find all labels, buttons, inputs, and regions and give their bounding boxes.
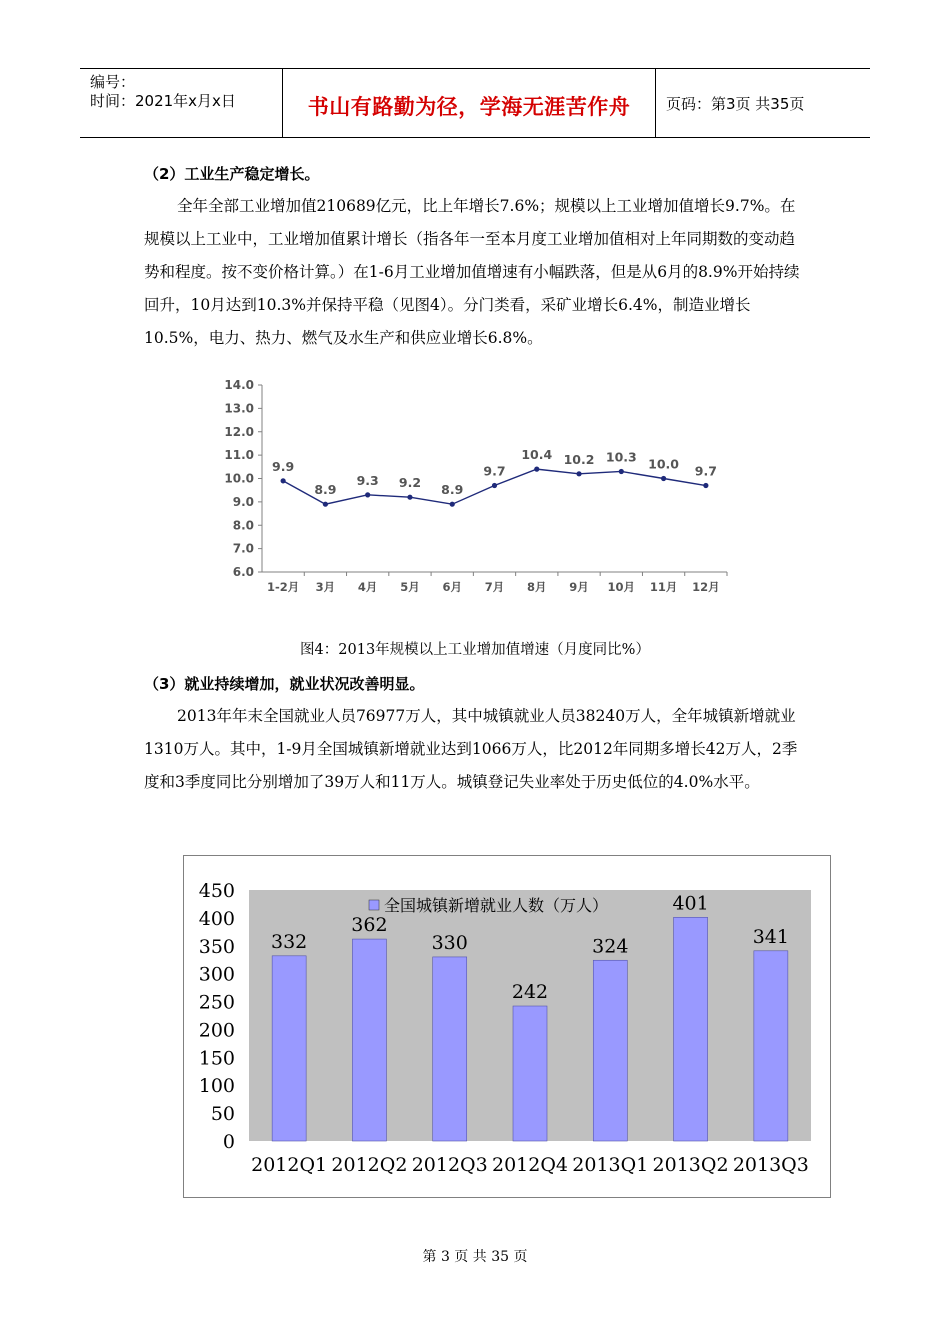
x-tick-label: 2013Q3 [732, 1154, 809, 1176]
line-point [492, 483, 497, 488]
y-tick-label: 200 [198, 1019, 235, 1042]
x-tick-label: 4月 [357, 580, 378, 594]
page-header [80, 68, 870, 138]
header-motto-cell [282, 69, 656, 137]
bar [754, 951, 788, 1141]
line-data-label: 10.2 [563, 451, 595, 467]
legend-label: 全国城镇新增就业人数（万人） [384, 896, 609, 915]
x-tick-label: 8月 [527, 580, 547, 594]
x-tick-label: 5月 [400, 580, 420, 594]
line-point [281, 478, 286, 483]
figure4-caption: 图4：2013年规模以上工业增加值增速（月度同比%） [300, 642, 650, 658]
header-number-label: 编号： [90, 73, 136, 91]
bar [272, 956, 306, 1141]
bar [433, 957, 467, 1141]
y-tick-label: 300 [198, 963, 235, 986]
bar-data-label: 332 [271, 930, 308, 953]
section2-heading: （2）工业生产稳定增长。 [144, 165, 320, 183]
page-footer: 第 3 页 共 35 页 [422, 1249, 528, 1265]
y-tick-label: 50 [210, 1103, 235, 1126]
header-date-label: 时间：2021年x月x日 [90, 92, 236, 110]
x-tick-label: 1-2月 [266, 580, 300, 594]
y-tick-label: 8.0 [232, 518, 254, 533]
line-chart [222, 372, 742, 604]
y-tick-label: 150 [198, 1047, 235, 1070]
x-tick-label: 2012Q4 [491, 1154, 569, 1176]
y-tick-label: 10.0 [224, 471, 254, 486]
section2-paragraph: 全年全部工业增加值210689亿元，比上年增长7.6%；规模以上工业增加值增长9.7%。在规模以上工业中，工业增加值累计增长（指各年一至本月度工业增加值相对上年同期数的变动趋势和程度。按不变价格计算。）在1-6月工业增加值增速有小幅跌落，但是从6月的8.9%开始持续回升，10月达到10.3%并保持平稳（见图4）。分门类看，采矿业增长6.4%，制造业增长10.5%，电力、热力、燃气及水生产和供应业增长6.8%。 [144, 197, 800, 347]
y-tick-label: 250 [198, 991, 235, 1014]
x-tick-label: 11月 [649, 580, 678, 594]
line-data-label: 8.9 [314, 482, 337, 498]
line-data-label: 10.3 [605, 449, 637, 465]
line-data-label: 9.3 [356, 472, 379, 488]
bar [352, 939, 386, 1141]
line-data-label: 9.9 [272, 458, 295, 474]
x-tick-label: 6月 [442, 580, 462, 594]
y-tick-label: 6.0 [232, 565, 254, 579]
x-tick-label: 2012Q2 [331, 1154, 408, 1176]
header-motto: 书山有路勤为径，学海无涯苦作舟 [307, 95, 631, 119]
y-tick-label: 400 [198, 907, 235, 930]
line-data-label: 9.2 [398, 475, 422, 491]
line-data-label: 9.7 [483, 463, 506, 479]
bar-data-label: 401 [672, 892, 709, 915]
y-tick-label: 450 [198, 880, 235, 902]
bar-data-label: 330 [431, 931, 468, 954]
y-tick-label: 9.0 [232, 494, 254, 509]
y-tick-label: 14.0 [224, 378, 254, 392]
line-point [619, 469, 624, 474]
x-tick-label: 2013Q2 [652, 1154, 729, 1176]
bar-data-label: 362 [351, 914, 388, 937]
line-data-label: 9.7 [694, 463, 717, 479]
line-data-label: 10.0 [648, 456, 680, 472]
bar-data-label: 341 [752, 925, 789, 948]
line-point [534, 467, 539, 472]
line-point [323, 502, 328, 507]
line-point [703, 483, 708, 488]
y-tick-label: 7.0 [232, 541, 254, 556]
line-point [365, 492, 370, 497]
bar [513, 1006, 547, 1141]
line-data-label: 10.4 [521, 447, 553, 463]
bar-chart [183, 855, 831, 1198]
section3-heading: （3）就业持续增加，就业状况改善明显。 [144, 675, 425, 693]
y-tick-label: 0 [222, 1131, 235, 1153]
x-tick-label: 2012Q1 [251, 1154, 328, 1176]
y-tick-label: 13.0 [224, 401, 254, 416]
y-tick-label: 350 [198, 935, 235, 958]
y-tick-label: 100 [198, 1075, 235, 1098]
y-tick-label: 12.0 [224, 424, 254, 439]
line-point [576, 471, 581, 476]
y-tick-label: 11.0 [224, 448, 254, 463]
header-meta [80, 69, 282, 137]
line-point [450, 502, 455, 507]
section3-paragraph: 2013年年末全国就业人员76977万人，其中城镇就业人员38240万人，全年城镇新增就业1310万人。其中，1-9月全国城镇新增就业达到1066万人，比2012年同期多增长42万人，2季度和3季度同比分别增加了39万人和11万人。城镇登记失业率处于历史低位的4.0%水平。 [144, 707, 798, 791]
line-data-label: 8.9 [441, 482, 464, 498]
x-tick-label: 3月 [315, 580, 336, 594]
bar-data-label: 242 [511, 981, 549, 1004]
line-point [407, 495, 412, 500]
x-tick-label: 12月 [692, 580, 720, 594]
x-tick-label: 2013Q1 [572, 1154, 649, 1176]
x-tick-label: 2012Q3 [411, 1154, 488, 1176]
x-tick-label: 10月 [607, 580, 636, 594]
legend-swatch [369, 900, 379, 910]
x-tick-label: 9月 [569, 580, 589, 594]
bar [593, 960, 627, 1141]
header-page-label: 页码：第3页 共35页 [666, 95, 805, 113]
bar [674, 917, 708, 1141]
bar-data-label: 324 [592, 935, 629, 958]
line-point [661, 476, 666, 481]
x-tick-label: 7月 [484, 580, 505, 594]
